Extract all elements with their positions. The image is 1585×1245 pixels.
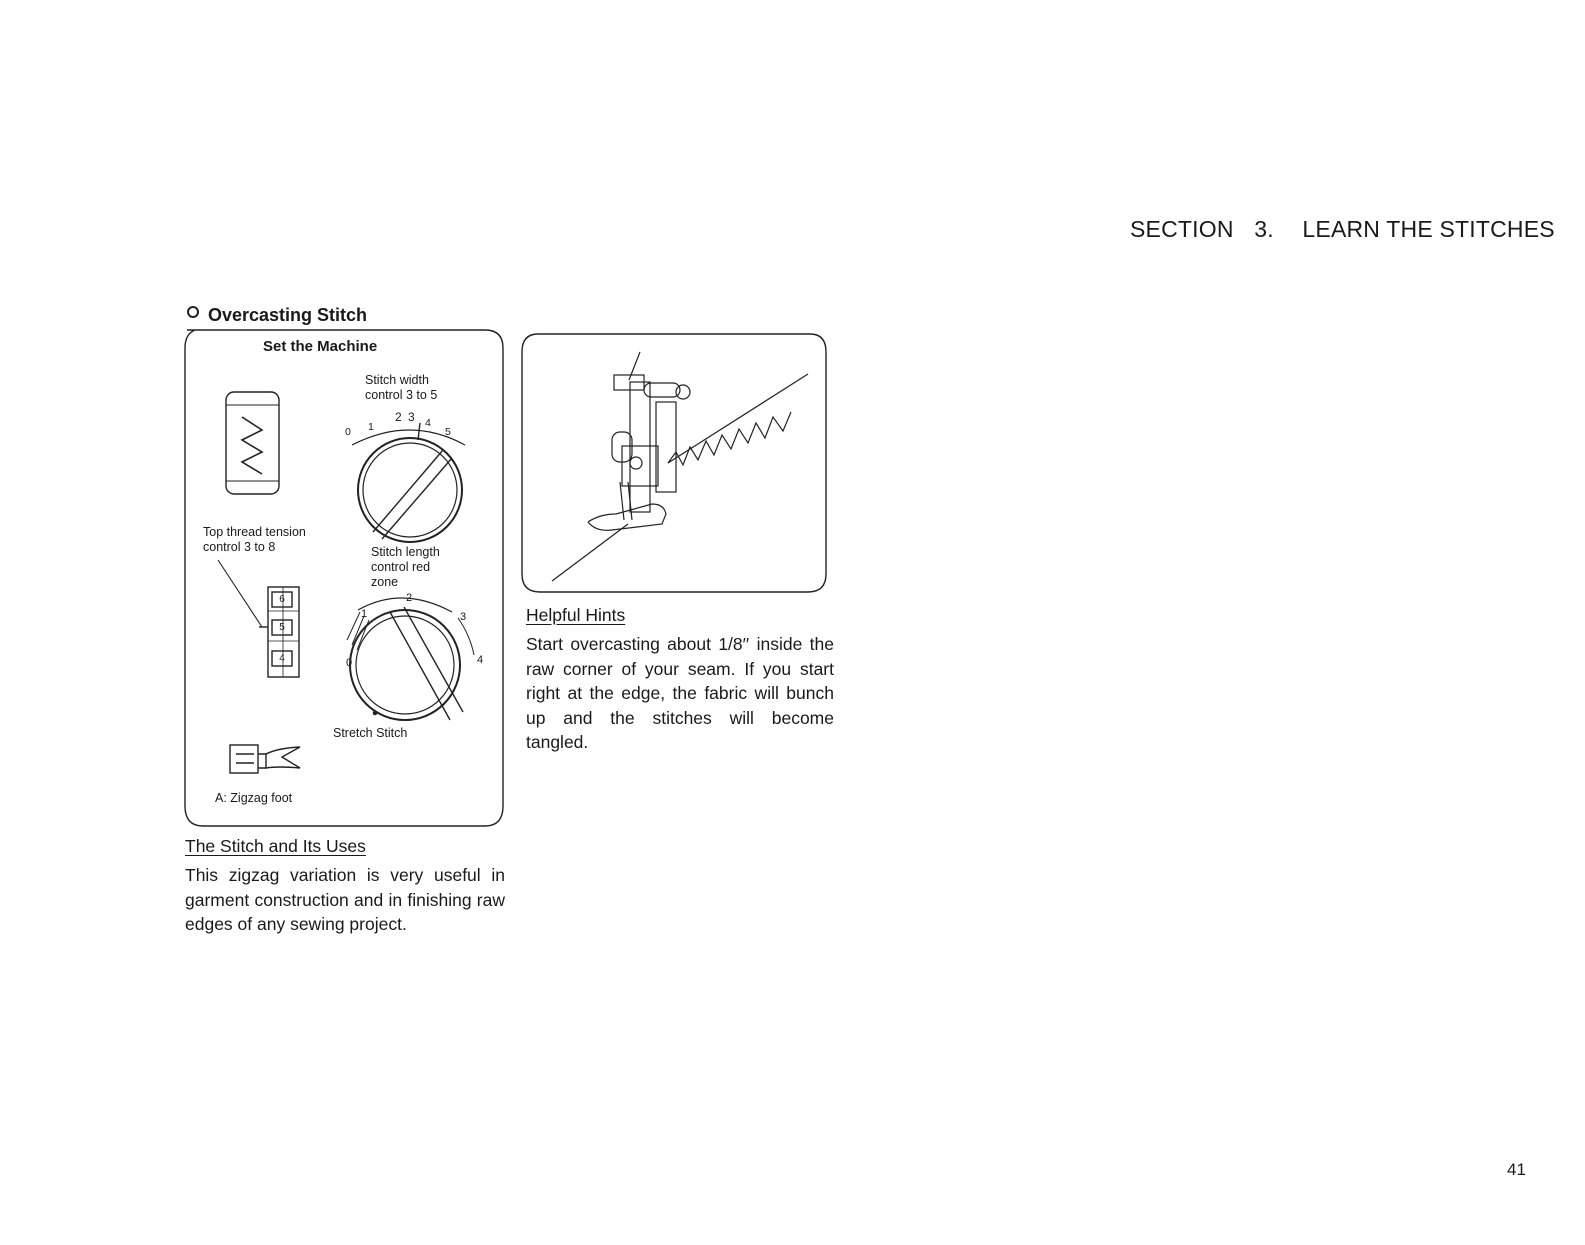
zigzag-foot-label: A: Zigzag foot (215, 791, 293, 805)
stitch-length-label: Stitch length control red zone (371, 545, 440, 589)
length-mark: 2 (406, 592, 413, 604)
section-number: 3. (1254, 216, 1274, 242)
stretch-stitch-label: Stretch Stitch (333, 726, 408, 740)
width-mark: 5 (445, 426, 451, 438)
page-number: 41 (1507, 1160, 1526, 1179)
width-mark: 1 (368, 421, 374, 433)
settings-panel-frame (185, 330, 503, 826)
uses-heading: The Stitch and Its Uses (185, 836, 366, 856)
section-title: LEARN THE STITCHES (1302, 216, 1555, 242)
hint-illustration-frame (522, 334, 826, 592)
width-mark: 0 (345, 426, 351, 438)
stitch-title-text: Overcasting Stitch (208, 305, 368, 325)
width-mark: 3 (408, 410, 415, 424)
width-mark: 4 (425, 417, 431, 429)
set-machine-title: Set the Machine (263, 338, 378, 355)
length-mark: 0 (346, 657, 353, 669)
length-mark: 3 (460, 611, 467, 623)
uses-text: This zigzag variation is very useful in garment construction and in finishing raw edges of any sewing project. (185, 865, 505, 934)
stitch-width-label: Stitch width control 3 to 5 (365, 373, 438, 402)
section-label: SECTION (1130, 216, 1234, 242)
length-mark: 4 (477, 654, 484, 666)
width-dial-marks (340, 410, 480, 443)
presser-foot-illustration (552, 352, 808, 581)
tension-numbers: 6 5 4 (279, 594, 285, 664)
length-dial-marks (330, 594, 500, 674)
zigzag-pattern-icon (226, 392, 279, 494)
hints-heading: Helpful Hints (526, 605, 626, 625)
hints-text: Start overcasting about 1/8′′ inside the raw corner of your seam. If you start right at the edge, the fabric will bunch up and the stitches will become tangled. (526, 634, 834, 752)
tension-label: Top thread tension control 3 to 8 (203, 525, 306, 554)
width-mark: 2 (395, 410, 402, 424)
length-mark: 1 (361, 608, 368, 620)
zigzag-foot-icon (230, 745, 300, 773)
